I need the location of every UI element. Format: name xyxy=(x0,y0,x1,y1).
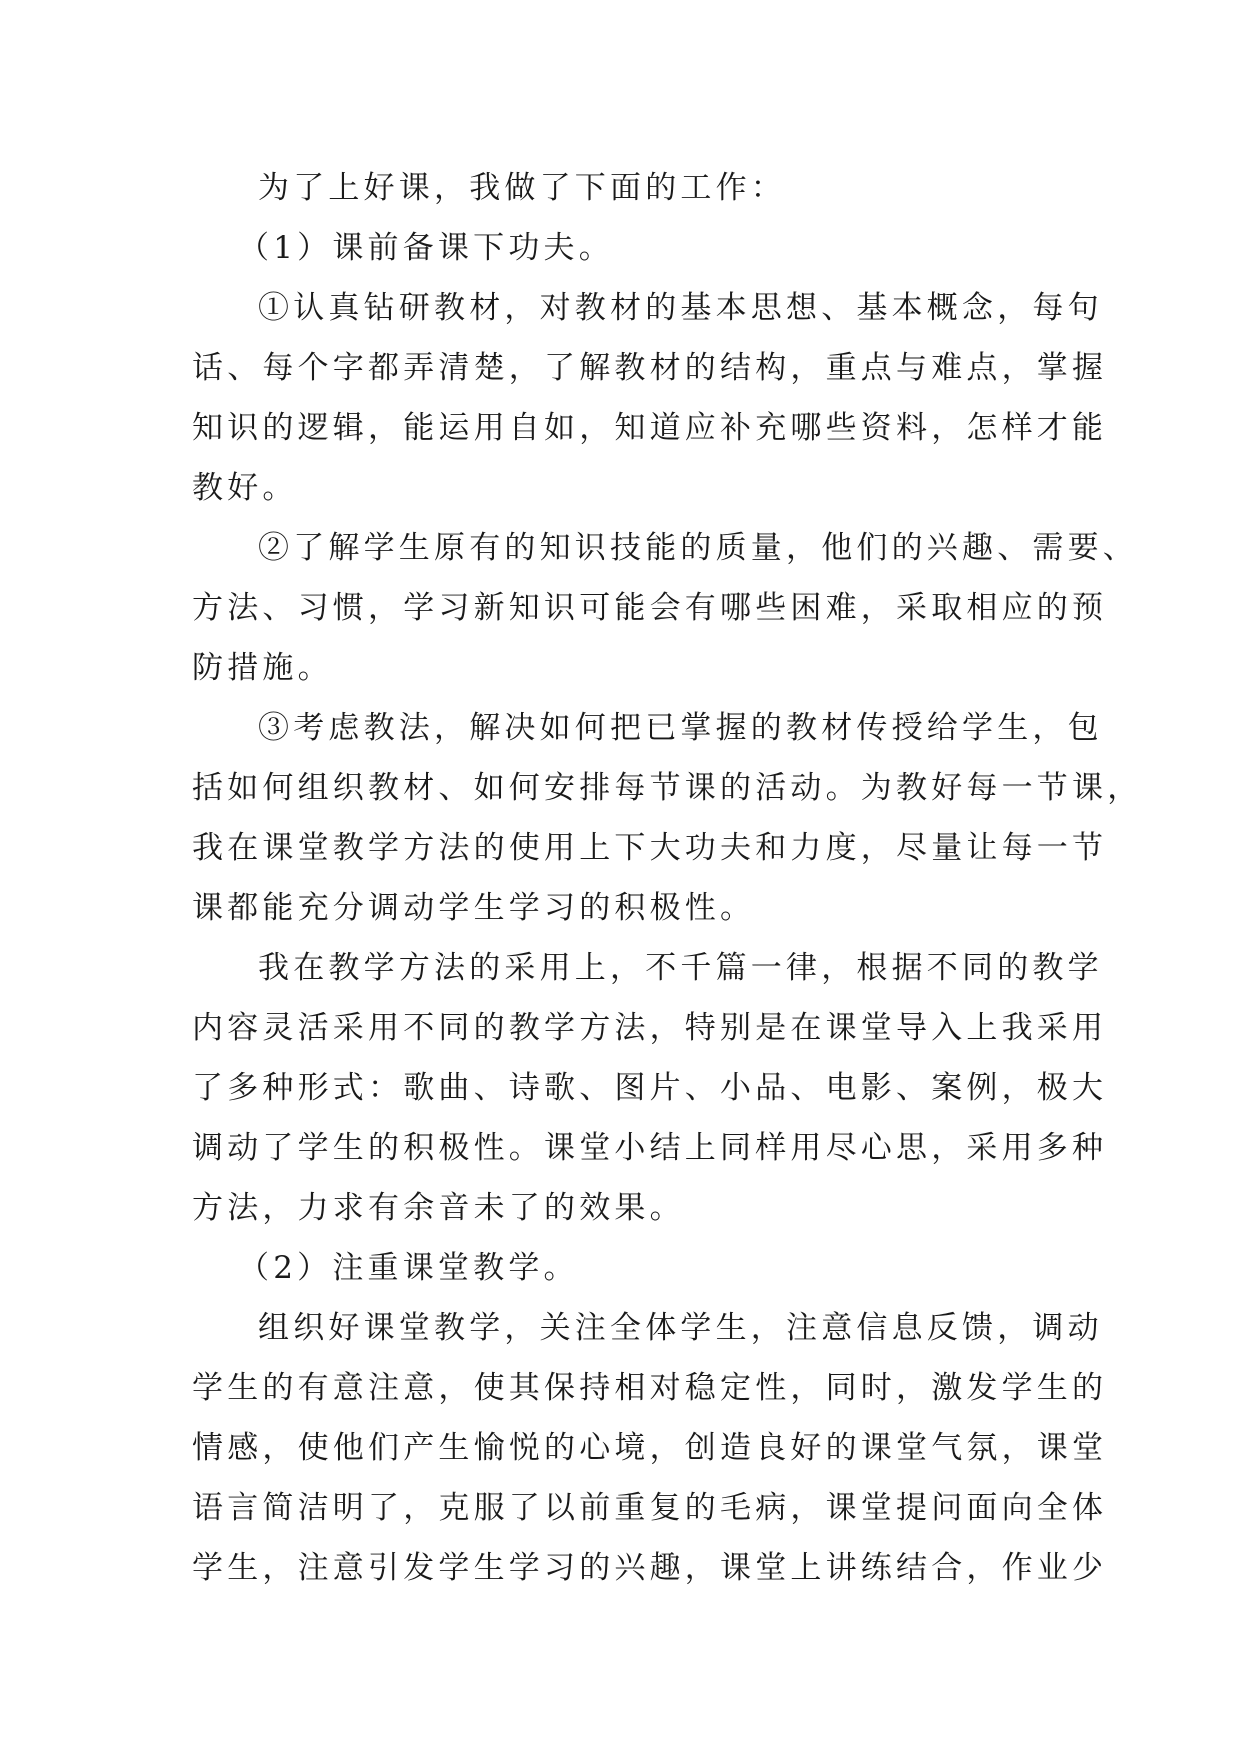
paragraph-intro-line: 为了上好课，我做了下面的工作： xyxy=(258,170,786,206)
paragraph-line: 课都能充分调动学生学习的积极性。 xyxy=(192,890,756,926)
paragraph-line: 知识的逻辑，能运用自如，知道应补充哪些资料，怎样才能 xyxy=(192,410,1108,446)
paragraph-line: 我在教学方法的采用上，不千篇一律，根据不同的教学 xyxy=(258,950,1103,986)
paragraph-line: 话、每个字都弄清楚，了解教材的结构，重点与难点，掌握 xyxy=(192,350,1108,386)
document-body xyxy=(192,158,1143,1598)
paragraph-line: 方法，力求有余音未了的效果。 xyxy=(192,1190,685,1226)
paragraph-line: 防措施。 xyxy=(192,650,333,686)
paragraph-line: 调动了学生的积极性。课堂小结上同样用尽心思，采用多种 xyxy=(192,1130,1108,1166)
paragraph-line: ③考虑教法，解决如何把已掌握的教材传授给学生，包 xyxy=(258,710,1103,746)
paragraph-line: 括如何组织教材、如何安排每节课的活动。为教好每一节课， xyxy=(192,770,1143,806)
section-heading-2: （2）注重课堂教学。 xyxy=(238,1250,579,1286)
section-heading-1: （1）课前备课下功夫。 xyxy=(238,230,614,266)
paragraph-line: 情感，使他们产生愉悦的心境，创造良好的课堂气氛，课堂 xyxy=(192,1430,1108,1466)
paragraph-line: 内容灵活采用不同的教学方法，特别是在课堂导入上我采用 xyxy=(192,1010,1108,1046)
paragraph-line: ②了解学生原有的知识技能的质量，他们的兴趣、需要、 xyxy=(258,530,1138,566)
paragraph-line: 我在课堂教学方法的使用上下大功夫和力度，尽量让每一节 xyxy=(192,830,1108,866)
paragraph-line: 了多种形式：歌曲、诗歌、图片、小品、电影、案例，极大 xyxy=(192,1070,1108,1106)
paragraph-line: 教好。 xyxy=(192,470,298,506)
paragraph-line: 学生，注意引发学生学习的兴趣，课堂上讲练结合，作业少 xyxy=(192,1550,1108,1586)
paragraph-line: 组织好课堂教学，关注全体学生，注意信息反馈，调动 xyxy=(258,1310,1103,1346)
paragraph-line: 语言简洁明了，克服了以前重复的毛病，课堂提问面向全体 xyxy=(192,1490,1108,1526)
paragraph-line: 学生的有意注意，使其保持相对稳定性，同时，激发学生的 xyxy=(192,1370,1108,1406)
paragraph-line: 方法、习惯，学习新知识可能会有哪些困难，采取相应的预 xyxy=(192,590,1108,626)
paragraph-line: ①认真钻研教材，对教材的基本思想、基本概念，每句 xyxy=(258,290,1103,326)
